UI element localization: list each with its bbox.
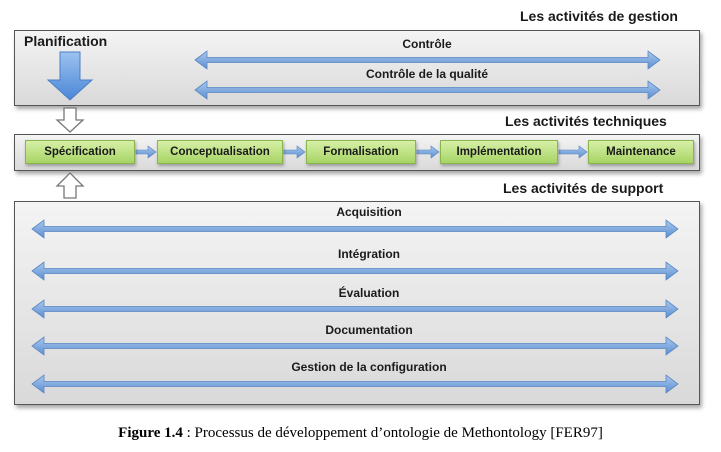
support-title: Les activités de support — [503, 180, 664, 196]
figure-caption — [0, 425, 721, 442]
technical-title: Les activités techniques — [505, 113, 667, 129]
management-arrow-2 — [195, 81, 660, 99]
quality-control-label: Contrôle de la qualité — [365, 67, 489, 81]
step-flow-arrow-1 — [136, 146, 156, 158]
figure-caption-text: : Processus de développement d’ontologie de Methontology [FER97] — [182, 425, 603, 441]
step-maintenance: Maintenance — [588, 140, 694, 164]
configuration-management-label: Gestion de la configuration — [291, 360, 447, 374]
step-implementation: Implémentation — [440, 140, 558, 164]
step-formalisation: Formalisation — [306, 140, 416, 164]
step-flow-arrow-2 — [284, 146, 305, 158]
control-label: Contrôle — [402, 37, 452, 51]
figure-number: Figure 1.4 — [118, 425, 183, 441]
support-arrow-4 — [32, 337, 678, 355]
connector-arrow-down — [57, 108, 83, 132]
integration-label: Intégration — [338, 247, 400, 261]
acquisition-label: Acquisition — [336, 205, 402, 219]
step-conceptualisation: Conceptualisation — [157, 140, 283, 164]
documentation-label: Documentation — [325, 323, 413, 337]
support-arrow-2 — [32, 262, 678, 280]
step-specification: Spécification — [25, 140, 135, 164]
support-arrow-5 — [32, 375, 678, 393]
connector-arrow-up — [57, 173, 83, 198]
management-title: Les activités de gestion — [520, 8, 678, 24]
step-flow-arrow-4 — [559, 146, 587, 158]
planning-label: Planification — [24, 33, 108, 49]
step-flow-arrow-3 — [417, 146, 439, 158]
support-arrow-3 — [32, 300, 678, 318]
planning-down-arrow — [48, 52, 92, 100]
evaluation-label: Évaluation — [338, 286, 400, 300]
support-arrow-1 — [32, 220, 678, 238]
